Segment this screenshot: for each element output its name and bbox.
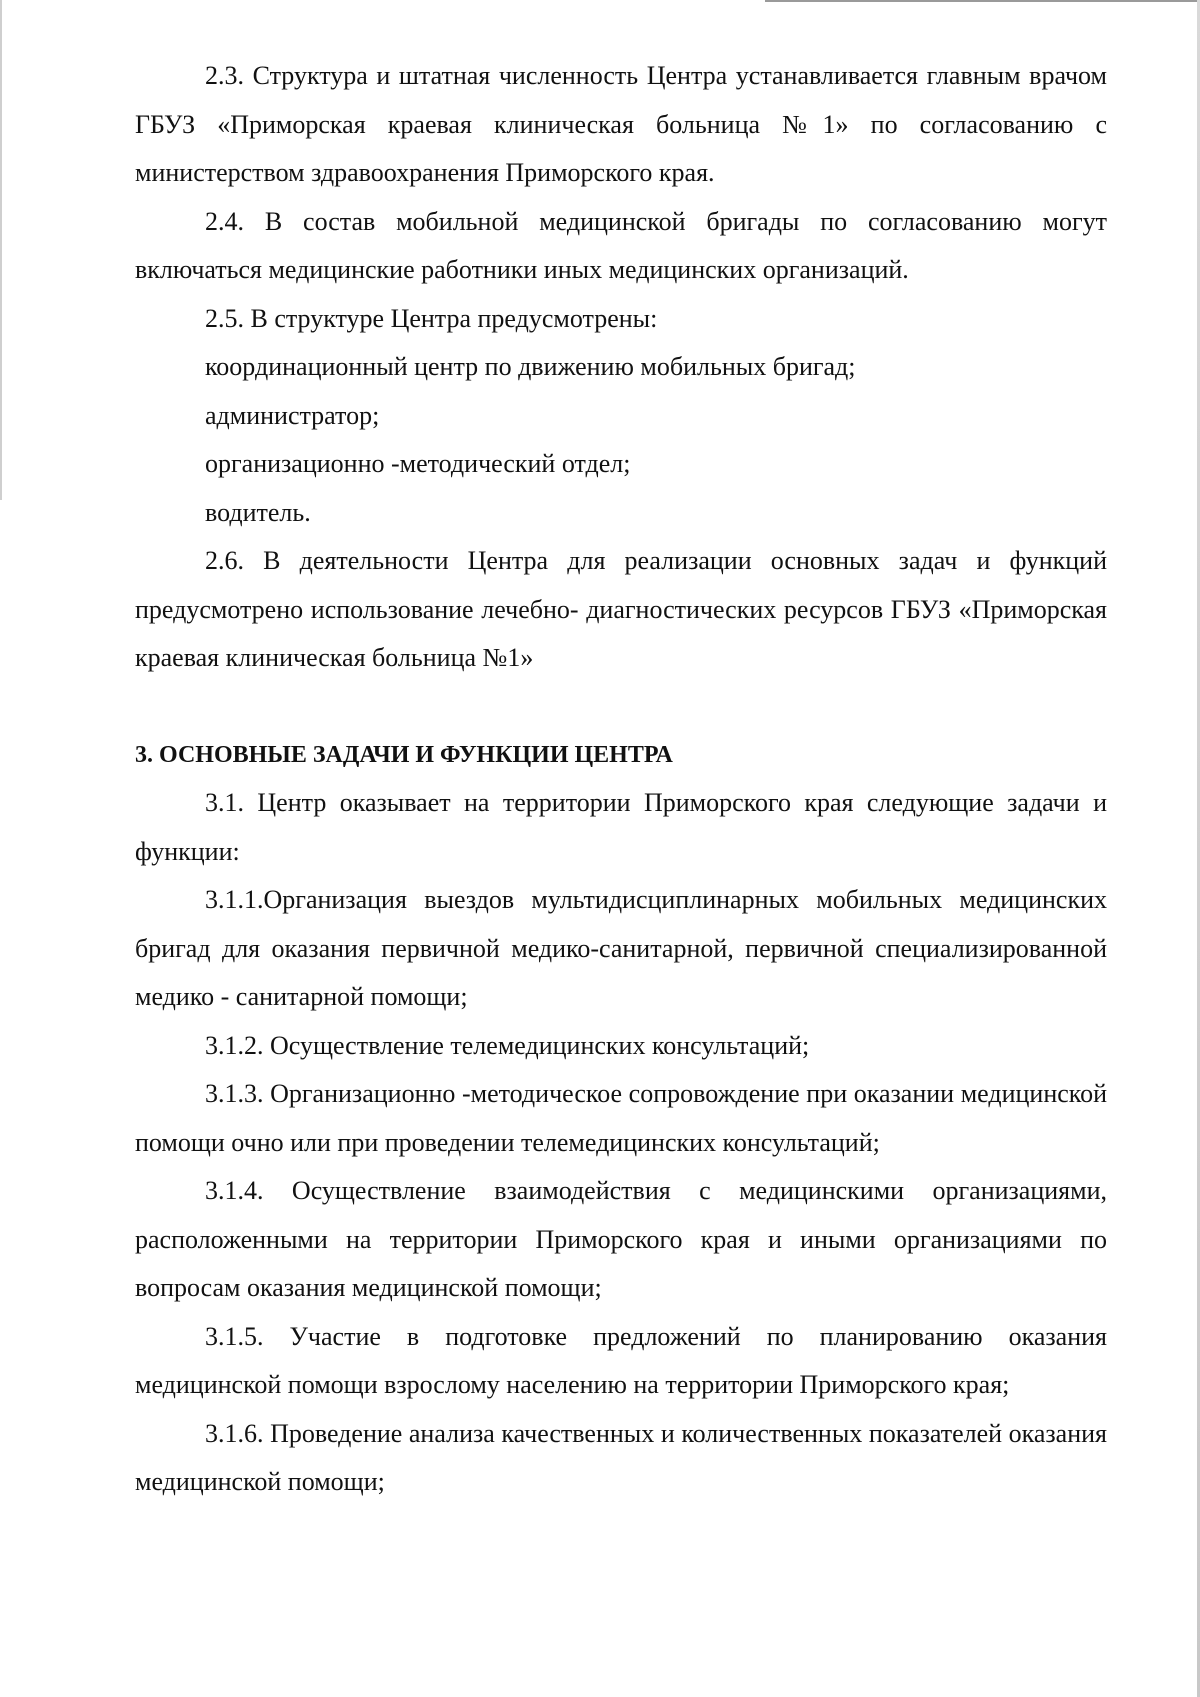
paragraph-3-1-3: 3.1.3. Организационно -методическое сопровождение при оказании медицинской помощи очно или при проведении телемедицинских консультаций; xyxy=(135,1079,1107,1157)
scan-edge-top xyxy=(765,0,1200,2)
section-heading-3: 3. ОСНОВНЫЕ ЗАДАЧИ И ФУНКЦИИ ЦЕНТРА xyxy=(135,741,673,768)
scan-edge-left xyxy=(0,0,2,500)
paragraph-2-5: 2.5. В структуре Центра предусмотрены: xyxy=(205,303,658,333)
list-item: координационный центр по движению мобильных бригад; xyxy=(205,352,856,381)
paragraph-3-1-1: 3.1.1.Организация выездов мультидисциплинарных мобильных медицинских бригад для оказания первичной медико-санитарной, первичной специализированной медико - санитарной помощи; xyxy=(135,885,1107,1011)
list-item: организационно -методический отдел; xyxy=(205,449,631,478)
list-item: администратор; xyxy=(205,400,380,430)
paragraph-3-1-5: 3.1.5. Участие в подготовке предложений по планированию оказания медицинской помощи взрослому населению на территории Приморского края; xyxy=(135,1321,1107,1399)
list-item: водитель. xyxy=(205,497,311,527)
document-body xyxy=(135,52,1107,1507)
paragraph-3-1-4: 3.1.4. Осуществление взаимодействия с медицинскими организациями, расположенными на территории Приморского края и иными организациями по вопросам оказания медицинской помощи; xyxy=(135,1176,1107,1302)
paragraph-2-6: 2.6. В деятельности Центра для реализации основных задач и функций предусмотрено использование лечебно- диагностических ресурсов ГБУЗ «Приморская краевая клиническая больница №1» xyxy=(135,546,1107,672)
paragraph-3-1-2: 3.1.2. Осуществление телемедицинских консультаций; xyxy=(205,1030,810,1060)
paragraph-3-1: 3.1. Центр оказывает на территории Приморского края следующие задачи и функции: xyxy=(135,788,1107,866)
paragraph-2-4: 2.4. В состав мобильной медицинской бригады по согласованию могут включаться медицинские работники иных медицинских организаций. xyxy=(135,206,1107,284)
paragraph-3-1-6: 3.1.6. Проведение анализа качественных и количественных показателей оказания медицинской помощи; xyxy=(135,1418,1107,1496)
paragraph-2-3: 2.3. Структура и штатная численность Центра устанавливается главным врачом ГБУЗ «Приморская краевая клиническая больница №1» по согласованию с министерством здравоохранения Приморского края. xyxy=(135,61,1107,187)
